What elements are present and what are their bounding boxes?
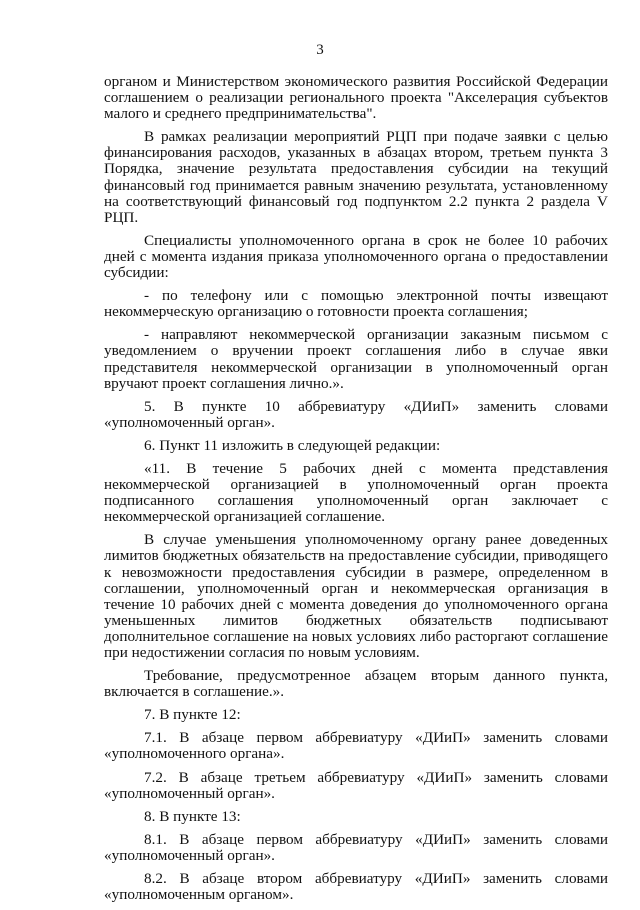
paragraph: 7.2. В абзаце третьем аббревиатуру «ДИиП» заменить словами «уполномоченный орган».: [104, 768, 608, 802]
paragraph: Требование, предусмотренное абзацем вторым данного пункта, включается в соглашение.».: [104, 667, 608, 701]
paragraph: 7.1. В абзаце первом аббревиатуру «ДИиП» заменить словами «уполномоченного органа».: [104, 729, 608, 763]
paragraph: В случае уменьшения уполномоченному органу ранее доведенных лимитов бюджетных обязательств на предоставление субсидии, приводящего к невозможности предоставления субсидии в размере, определенном в соглашении, уполномоченный орган и некоммерческая организация в течение 10 рабочих дней с момента доведения до уполномоченного органа уменьшенных лимитов бюджетных обязательств подписывают дополнительное соглашение на новых условиях либо расторгают соглашение при недостижении согласия по новым условиям.: [104, 531, 608, 661]
paragraph: 8.2. В абзаце втором аббревиатуру «ДИиП» заменить словами «уполномоченным органом».: [104, 870, 608, 904]
paragraph: - по телефону или с помощью электронной почты извещают некоммерческую организацию о готовности проекта соглашения;: [104, 287, 608, 321]
paragraph: «11. В течение 5 рабочих дней с момента представления некоммерческой организацией в уполномоченный орган проекта подписанного соглашения уполномоченный орган заключает с некоммерческой организацией соглашение.: [104, 459, 608, 526]
paragraph: Специалисты уполномоченного органа в срок не более 10 рабочих дней с момента издания приказа уполномоченного органа о предоставлении субсидии:: [104, 231, 608, 282]
paragraph: 6. Пункт 11 изложить в следующей редакции:: [144, 436, 441, 454]
paragraph: 7. В пункте 12:: [144, 706, 241, 724]
paragraph: органом и Министерством экономического развития Российской Федерации соглашением о реализации регионального проекта "Акселерация субъектов малого и среднего предпринимательства".: [104, 73, 608, 123]
paragraph: 8. В пункте 13:: [144, 807, 241, 825]
paragraph: В рамках реализации мероприятий РЦП при подаче заявки с целью финансирования расходов, указанных в абзацах втором, третьем пункта 3 Порядка, значение результата предоставления субсидии на текущий финансовый год принимается равным значению результата, установленному на соответствующий финансовый год подпунктом 2.2 пункта 2 раздела V РЦП.: [104, 128, 608, 226]
paragraph: 5. В пункте 10 аббревиатуру «ДИиП» заменить словами «уполномоченный орган».: [104, 397, 608, 431]
document-body: [104, 74, 608, 910]
paragraph: 8.1. В абзаце первом аббревиатуру «ДИиП» заменить словами «уполномоченный орган».: [104, 830, 608, 864]
page-number: 3: [316, 42, 324, 58]
paragraph: - направляют некоммерческой организации заказным письмом с уведомлением о вручении проект соглашения либо в случае явки представителя некоммерческой организации в уполномоченный орган вручают проект соглашения лично.».: [104, 326, 608, 392]
